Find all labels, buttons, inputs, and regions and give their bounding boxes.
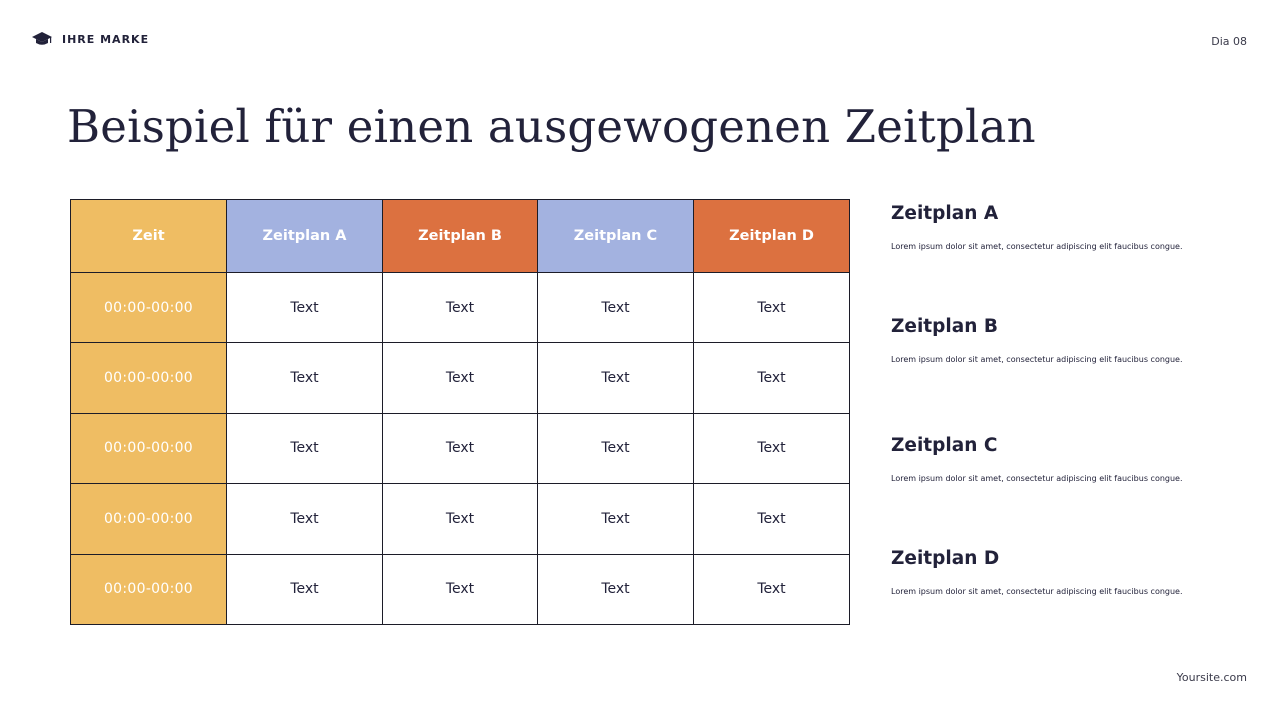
table-row [71,554,850,624]
slide-number: Dia 08 [1211,35,1247,48]
legend-item-zeitplan-c [891,435,1231,483]
footer-site-link[interactable]: Yoursite.com [1176,671,1247,684]
table-cell: Text [538,343,694,413]
table-cell: Text [538,413,694,483]
table-cell: Text [227,554,383,624]
brand [32,31,149,47]
brand-name: IHRE MARKE [62,32,150,46]
legend-text: Lorem ipsum dolor sit amet, consectetur adipiscing elit faucibus congue. [891,587,1183,596]
table-row [71,343,850,413]
table-cell: Text [694,484,850,554]
time-cell: 00:00-00:00 [71,413,227,483]
page-title: Beispiel für einen ausgewogenen Zeitplan [67,100,1036,153]
header-zeitplan-b: Zeitplan B [383,200,538,273]
table-cell: Text [383,273,538,343]
header-time: Zeit [71,200,227,273]
table-cell: Text [694,554,850,624]
table-cell: Text [694,343,850,413]
time-cell: 00:00-00:00 [71,554,227,624]
time-cell: 00:00-00:00 [71,484,227,554]
legend-title: Zeitplan A [891,203,999,224]
table-header-row [71,200,850,273]
table-cell: Text [538,554,694,624]
table-row [71,413,850,483]
table-cell: Text [694,273,850,343]
table-cell: Text [383,554,538,624]
table-cell: Text [383,343,538,413]
graduation-cap-icon [32,31,52,47]
table-cell: Text [538,273,694,343]
legend-text: Lorem ipsum dolor sit amet, consectetur adipiscing elit faucibus congue. [891,355,1183,364]
header-zeitplan-d: Zeitplan D [694,200,850,273]
table-row [71,273,850,343]
schedule-table [70,199,850,625]
legend-item-zeitplan-b [891,316,1231,364]
header-zeitplan-c: Zeitplan C [538,200,694,273]
table-cell: Text [227,413,383,483]
table-cell: Text [227,343,383,413]
time-cell: 00:00-00:00 [71,343,227,413]
table-cell: Text [694,413,850,483]
legend-title: Zeitplan B [891,316,998,337]
legend-item-zeitplan-a [891,203,1231,251]
legend-title: Zeitplan D [891,548,1000,569]
legend-text: Lorem ipsum dolor sit amet, consectetur adipiscing elit faucibus congue. [891,474,1183,483]
table-cell: Text [227,273,383,343]
header-zeitplan-a: Zeitplan A [227,200,383,273]
table-cell: Text [227,484,383,554]
legend-title: Zeitplan C [891,435,998,456]
table-cell: Text [383,484,538,554]
time-cell: 00:00-00:00 [71,273,227,343]
legend-item-zeitplan-d [891,548,1231,596]
table-cell: Text [538,484,694,554]
legend-text: Lorem ipsum dolor sit amet, consectetur adipiscing elit faucibus congue. [891,242,1183,251]
table-row [71,484,850,554]
table-cell: Text [383,413,538,483]
